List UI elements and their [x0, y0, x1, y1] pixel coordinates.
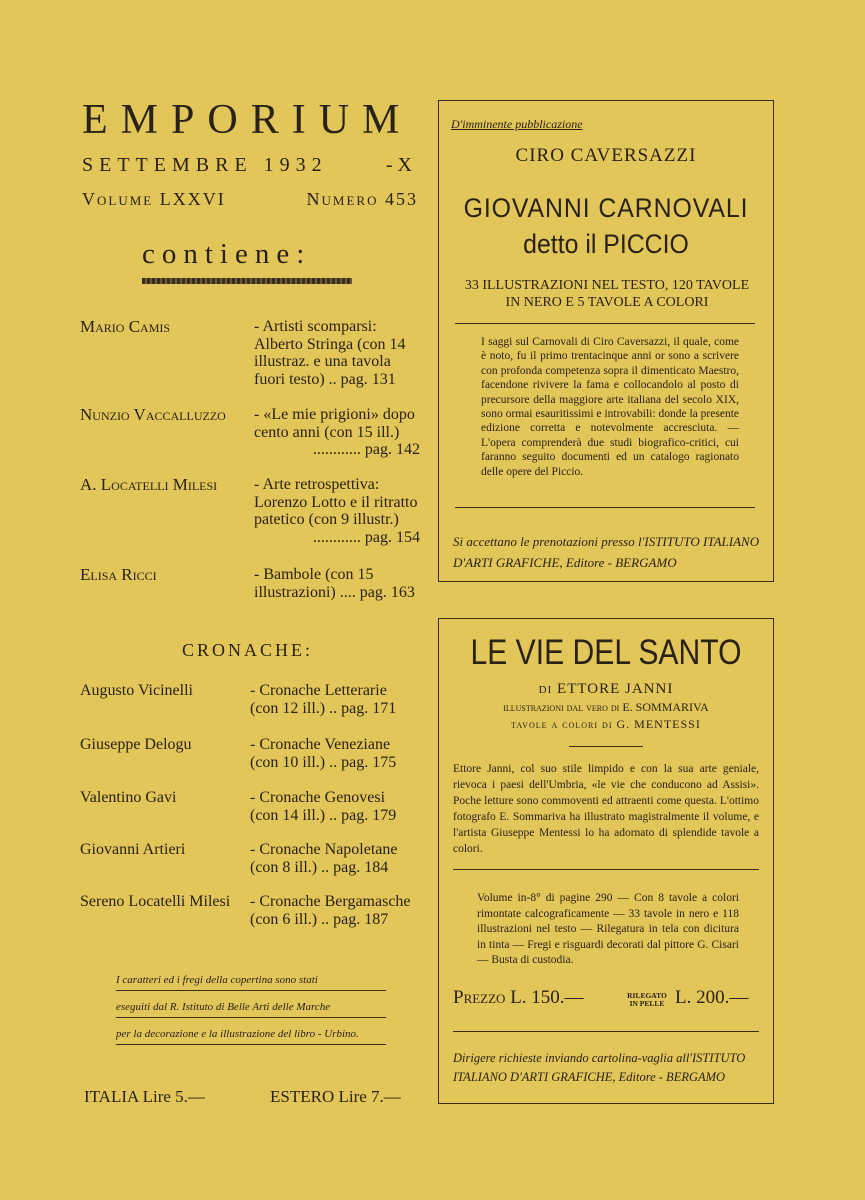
cronache-title: Cronache Napoletane [259, 841, 398, 858]
ad2-bound-label: RILEGATO IN PELLE [627, 991, 667, 1008]
ad2-rule [453, 869, 759, 870]
contents-heading: contiene: [142, 238, 312, 270]
ad1-footer: Si accettano le prenotazioni presso l'ISTITUTO ITALIANO D'ARTI GRAFICHE, Editore - BERGAMO [453, 534, 760, 570]
ad2-specs: Volume in-8° di pagine 290 — Con 8 tavole a colori rimontate calcograficamente — 33 tavole in nero e 118 illustrazioni nel testo — Rilegatura in tela con dicitura in tinta — Fregi e risguardi decorati dal pittore G. Cisari — Busta di custodia. [477, 892, 739, 966]
ad2-rule [453, 1031, 759, 1032]
ad1-rule [455, 507, 755, 508]
ad1-author: CIRO CAVERSAZZI [515, 145, 697, 166]
ad1-title: GIOVANNI CARNOVALI [463, 193, 749, 223]
article-author: A. Locatelli Milesi [80, 475, 218, 494]
cronache-desc: - Cronache Genovesi (con 14 ill.) .. pag. 179 [250, 789, 397, 824]
article-title: - Bambole (con 15 illustrazioni) .... pag. 163 [254, 566, 415, 601]
cronache-detail: (con 14 ill.) .. pag. 179 [250, 806, 397, 824]
ad-carnovali [438, 100, 774, 582]
ad1-illustrations: 33 ILLUSTRAZIONI NEL TESTO, 120 TAVOLE IN NERO E 5 TAVOLE A COLORI [464, 278, 750, 310]
article-page: .. pag. 131 [328, 370, 396, 388]
cover-note-line: per la decorazione e la illustrazione del libro - Urbino. [116, 1028, 359, 1040]
issue-month-year: SETTEMBRE 1932 [82, 154, 328, 176]
cronache-author: Giovanni Artieri [80, 841, 186, 858]
cronache-detail: (con 12 ill.) .. pag. 171 [250, 699, 397, 717]
ad2-body: Ettore Janni, col suo stile limpido e con la sua arte geniale, rievoca i paesi dell'Umbria, «le vie che conducono ad Assisi». Poche letture sono commoventi ed attraenti come questa. L'ottimo fotografo E. Sommariva ha illustrato magistralmente il volume, e l'artista Giuseppe Mentessi lo ha adornato di splendide tavole a colori. [453, 763, 759, 855]
article-title: - Arte retrospettiva: Lorenzo Lotto e il ritratto patetico (con 9 illustr.) ............ pag. 154 [254, 476, 420, 546]
ad2-byline: di ETTORE JANNI [538, 681, 674, 697]
ad2-illustrations: illustrazioni dal vero di E. SOMMARIVA [503, 700, 709, 714]
article-page: ............ pag. 142 [312, 441, 420, 458]
ad-vie-del-santo [438, 618, 774, 1104]
cronache-title: Cronache Genovesi [259, 789, 386, 806]
cronache-title: Cronache Bergamasche [259, 893, 411, 910]
cronache-desc: - Cronache Napoletane (con 8 ill.) .. pag. 184 [250, 841, 398, 876]
volume-line [82, 189, 422, 210]
cronache-desc: - Cronache Veneziane (con 10 ill.) .. pag. 175 [250, 736, 397, 771]
note-rule [116, 1017, 386, 1018]
article-page: ............ pag. 154 [312, 528, 420, 546]
cover-note-line: I caratteri ed i fregi della copertina sono stati [116, 974, 318, 986]
article-title: - «Le mie prigioni» dopo cento anni (con 15 ill.) ............ pag. 142 [254, 406, 420, 458]
cronache-author: Giuseppe Delogu [80, 736, 192, 753]
article-entry [80, 318, 420, 390]
volume-number: Volume LXXVI [82, 189, 226, 209]
article-title-text: Artisti scomparsi: Alberto Stringa (con 14 illustraz. e una tavola fuori testo) [254, 318, 406, 388]
ad2-price: Prezzo L. 150.— [453, 987, 584, 1008]
issue-number: Numero 453 [306, 189, 418, 209]
cronache-detail: (con 8 ill.) .. pag. 184 [250, 858, 389, 876]
article-author: Elisa Ricci [80, 565, 157, 584]
cronache-title: Cronache Letterarie [259, 682, 387, 699]
article-title-text: «Le mie prigioni» dopo cento anni (con 15 ill.) [254, 406, 415, 441]
article-author: Mario Camis [80, 317, 171, 336]
cronache-detail: (con 10 ill.) .. pag. 175 [250, 753, 397, 771]
cover-note-line: eseguiti dal R. Istituto di Belle Arti delle Marche [116, 1001, 331, 1013]
ad2-plates: tavole a colori di G. MENTESSI [511, 717, 701, 731]
note-rule [116, 1044, 386, 1045]
article-title-text: Bambole (con 15 illustrazioni) .... pag. 163 [254, 566, 415, 601]
cronache-title: Cronache Veneziane [259, 736, 391, 753]
cronache-author: Valentino Gavi [80, 789, 177, 806]
article-entry [80, 566, 420, 606]
article-title-text: Arte retrospettiva: Lorenzo Lotto e il ritratto patetico (con 9 illustr.) [254, 476, 418, 528]
article-entry [80, 476, 420, 548]
cronache-heading: CRONACHE: [182, 640, 314, 660]
ornament-rule [142, 278, 352, 284]
article-title: - Artisti scomparsi: Alberto Stringa (con 14 illustraz. e una tavola fuori testo) .. pag. 131 [254, 318, 406, 388]
cronache-author: Augusto Vicinelli [80, 682, 193, 699]
price-estero: ESTERO Lire 7.— [270, 1087, 401, 1106]
ad2-footer: Dirigere richieste inviando cartolina-vaglia all'ISTITUTO ITALIANO D'ARTI GRAFICHE, Editore - BERGAMO [453, 1051, 746, 1084]
ad1-kicker: D'imminente pubblicazione [451, 117, 583, 131]
ad1-subtitle: detto il PICCIO [523, 229, 689, 259]
ad2-title: LE VIE DEL SANTO [470, 633, 742, 672]
article-author: Nunzio Vaccalluzzo [80, 405, 226, 424]
ad2-short-rule [569, 746, 643, 747]
note-rule [116, 990, 386, 991]
masthead-title: EMPORIUM [82, 97, 413, 143]
cronache-desc: - Cronache Bergamasche (con 6 ill.) .. pag. 187 [250, 893, 411, 928]
cronache-detail: (con 6 ill.) .. pag. 187 [250, 910, 389, 928]
issue-date [82, 154, 422, 177]
article-entry [80, 406, 420, 462]
price-italia: ITALIA Lire 5.— [84, 1087, 205, 1106]
era-mark: - X [385, 154, 412, 176]
cronache-author: Sereno Locatelli Milesi [80, 893, 231, 910]
cronache-desc: - Cronache Letterarie (con 12 ill.) .. pag. 171 [250, 682, 397, 717]
ad1-rule [455, 323, 755, 324]
ad2-bound-price: L. 200.— [675, 987, 749, 1008]
ad1-body: I saggi sul Carnovali di Ciro Caversazzi, il quale, come è noto, fu il primo trentacinque anni or sono a scrivere con profonda competenza sopra il dimenticato Maestro, facendone rivivere la fama e collocandolo al posto di precursore della maggiore arte italiana del secolo XIX, sono ormai esauritissimi e introvabili: donde la presente edizione corretta e notevolmente accresciuta. — L'opera comprenderà due studi biografico-critici, cui faranno seguito documenti ed un catalogo ragionato delle opere del Piccio. [481, 336, 739, 478]
